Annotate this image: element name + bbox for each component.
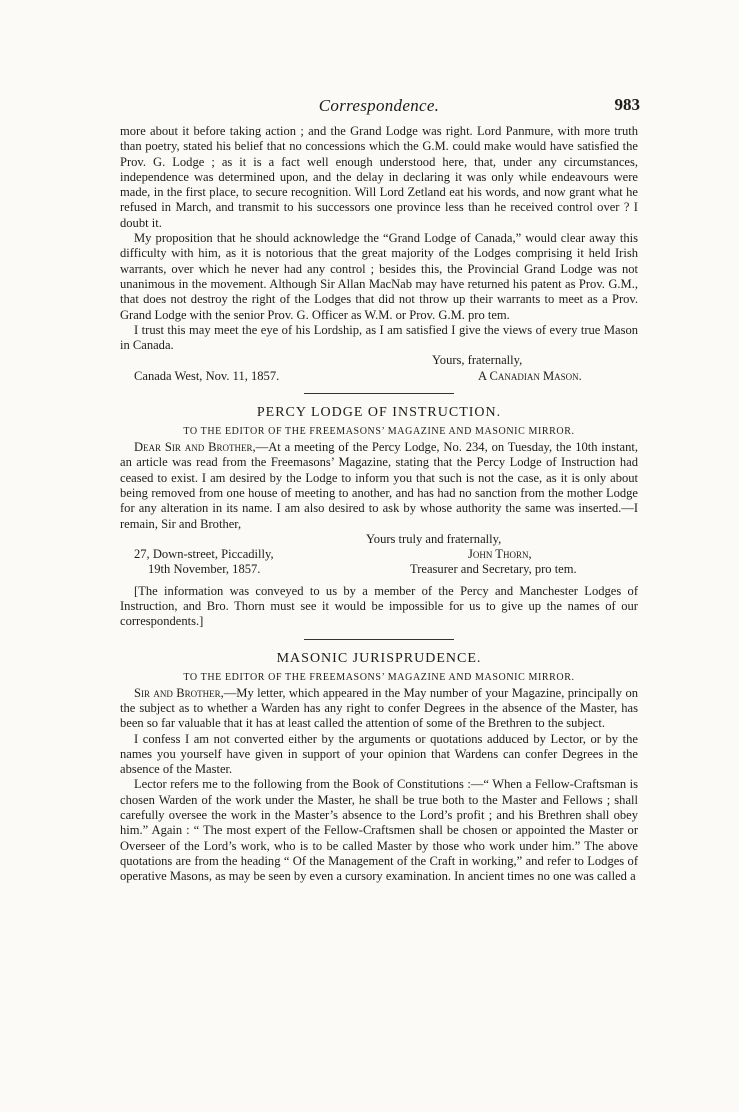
jurisprudence-salutation: Sir and Brother,	[134, 685, 224, 700]
percy-lodge-signature-row	[120, 547, 638, 562]
letter1-paragraph-1: more about it before taking action ; and the Grand Lodge was right. Lord Panmure, with more truth than poetry, stated his belief that no concessions which the G.M. could make would have satisfied the Prov. G. Lodge ; as it is a fact well enough understood here, that, under any circumstances, independence was determined upon, and the delay in declaring it was only while endeavours were made, in the first place, to secure recognition. Will Lord Zetland eat his words, and now grant what he refused in March, and transmit to his successors one province less than he received control over ? I doubt it.	[120, 124, 638, 230]
percy-lodge-signature-title: Treasurer and Secretary, pro tem.	[410, 562, 577, 577]
masonic-jurisprudence-heading: MASONIC JURISPRUDENCE.	[276, 650, 482, 666]
letter1-closing-row	[120, 353, 638, 368]
editor-note: [The information was conveyed to us by a member of the Percy and Manchester Lodges of Instruction, and Bro. Thorn must see it would be impossible for us to give up the names of our correspondents.]	[120, 583, 638, 629]
masonic-jurisprudence-addressee: TO THE EDITOR OF THE FREEMASONS’ MAGAZINE AND MASONIC MIRROR.	[183, 671, 575, 683]
jurisprudence-body-1: —My letter, which appeared in the May number of your Magazine, principally on the subject as to whether a Warden has any right to confer Degrees in the absence of the Master, has been so far valuable that it has at least called the attention of some of the Brethren to the subject.	[120, 685, 638, 731]
running-title: Correspondence.	[318, 96, 440, 115]
letter1-closing: Yours, fraternally,	[432, 353, 523, 368]
document-page	[120, 96, 638, 884]
jurisprudence-paragraph-2: I confess I am not converted either by the arguments or quotations adduced by Lector, or by the names you yourself have given in support of your opinion that Wardens can confer Degrees in the absence of the Master.	[120, 731, 638, 777]
letter1-signature-row	[120, 369, 638, 384]
percy-lodge-heading: PERCY LODGE OF INSTRUCTION.	[256, 405, 502, 421]
percy-lodge-closing: Yours truly and fraternally,	[366, 531, 502, 546]
letter1-place-date: Canada West, Nov. 11, 1857.	[134, 368, 280, 383]
jurisprudence-paragraph-1	[120, 686, 638, 732]
section-divider	[304, 639, 454, 640]
percy-lodge-address: 27, Down-street, Piccadilly,	[134, 547, 274, 562]
percy-lodge-date: 19th November, 1857.	[148, 562, 261, 577]
percy-lodge-addressee: TO THE EDITOR OF THE FREEMASONS’ MAGAZINE AND MASONIC MIRROR.	[183, 426, 575, 438]
percy-lodge-date-row	[120, 562, 638, 577]
jurisprudence-paragraph-3: Lector refers me to the following from the Book of Constitutions :—“ When a Fellow-Craftsman is chosen Warden of the work under the Master, he shall be true both to the Master and Fellows ; shall carefully oversee the work in the Master’s absence to the Lord’s profit ; and his Brethren shall obey him.” Again : “ The most expert of the Fellow-Craftsmen shall be chosen or appointed the Master or Overseer of the Lord’s work, who is to be called Master by those who work under him.” The above quotations are from the heading “ Of the Management of the Craft in working,” and refer to Lodges of operative Masons, as may be seen by even a cursory examination. In ancient times no one was called a	[120, 777, 638, 884]
percy-lodge-closing-row	[120, 532, 638, 547]
letter1-paragraph-2: My proposition that he should acknowledge the “Grand Lodge of Canada,” would clear away this difficulty with him, as it is notorious that the great majority of the Lodges comprising it held Irish warrants, over which he never had any control ; besides this, the Provincial Grand Lodge was not unanimous in the movement. Although Sir Allan MacNab may have returned his patent as Prov. G.M., that does not destroy the right of the Lodges that did not throw up their warrants to meet as a Prov. Grand Lodge with the senior Prov. G. Officer as W.M. or Prov. G.M. pro tem.	[120, 231, 638, 322]
percy-lodge-salutation: Dear Sir and Brother,	[134, 440, 256, 455]
letter1-signature: A Canadian Mason.	[478, 368, 582, 383]
section-divider	[304, 393, 454, 394]
percy-lodge-signature: John Thorn,	[468, 547, 532, 562]
letter1-paragraph-3: I trust this may meet the eye of his Lordship, as I am satisfied I give the views of every true Mason in Canada.	[120, 322, 638, 353]
page-number: 983	[614, 95, 640, 114]
running-header	[120, 96, 638, 124]
percy-lodge-body: —At a meeting of the Percy Lodge, No. 234, on Tuesday, the 10th instant, an article was read from the Freemasons’ Magazine, stating that the Percy Lodge of Instruction had ceased to exist. I am desired by the Lodge to inform you that such is not the case, as it is only about being removed from one house of meeting to another, and has had no sanction from the mother Lodge for any alteration in its name. I am also desired to ask by whose authority the same was inserted.—I remain, Sir and Brother,	[120, 440, 638, 531]
percy-lodge-paragraph	[120, 440, 638, 532]
